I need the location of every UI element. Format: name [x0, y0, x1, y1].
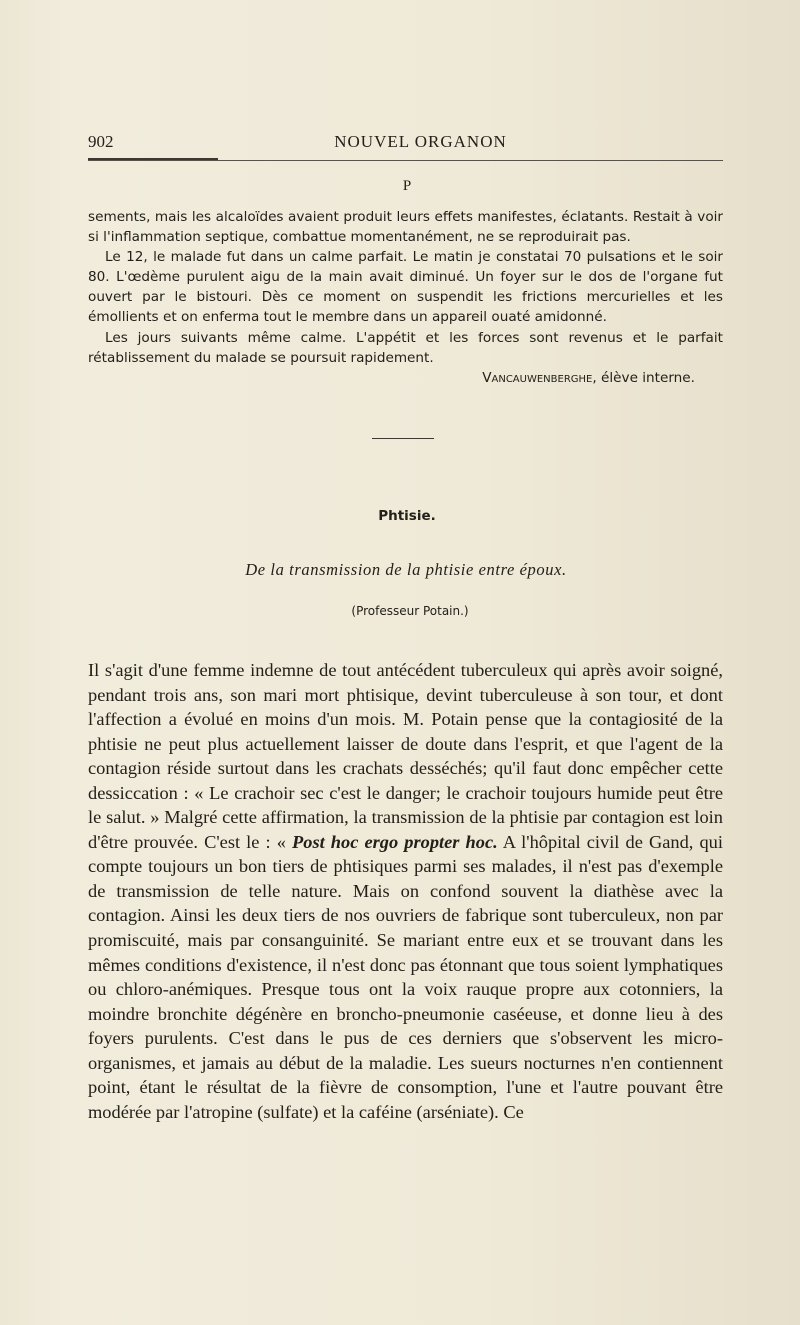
- paragraph: Le 12, le malade fut dans un calme parfait. Le matin je constatai 70 pulsations et le soir 80. L'œdème purulent aigu de la main avait diminué. Un foyer sur le dos de l'organe fut ouvert par le bistouri. Dès ce moment on suspendit les frictions mercurielles et les émollients et on enferma tout le membre dans un appareil ouaté amidonné.: [88, 249, 723, 326]
- article-author: (Professeur Potain.): [351, 604, 469, 618]
- header-rule: [88, 160, 723, 161]
- signature: [88, 368, 723, 388]
- running-head: NOUVEL ORGANON: [334, 132, 507, 151]
- page-header: [88, 132, 723, 158]
- previous-article-text: [88, 207, 723, 388]
- article-subtitle: De la transmission de la phtisie entre époux.: [245, 560, 567, 579]
- latin-phrase: Post hoc ergo propter hoc.: [292, 831, 498, 852]
- body-paragraph: [88, 658, 723, 1124]
- body-text-part: Il s'agit d'une femme indemne de tout antécédent tuberculeux qui après avoir soigné, pendant trois ans, son mari mort phtisique, devint tuberculeuse à son tour, et dont l'affection a évolué en moins d'un mois. M. Potain pense que la contagiosité de la phtisie ne peut plus actuellement laisser de doute dans l'esprit, et que l'agent de la contagion réside surtout dans les crachats desséchés; qu'il faut donc empêcher cette dessiccation : « Le crachoir sec c'est le danger; le crachoir toujours humide peut être le salut. » Malgré cette affirmation, la transmission de la phtisie par contagion est loin d'être prouvée. C'est le : «: [88, 660, 723, 852]
- section-letter: P: [402, 178, 412, 194]
- paragraph: sements, mais les alcaloïdes avaient produit leurs effets manifestes, éclatants. Restait à voir si l'inflammation septique, combattue momentanément, ne se reproduirait pas.: [88, 209, 723, 246]
- signature-name: Vancauwenberghe: [482, 369, 593, 386]
- signature-role: , élève interne.: [592, 369, 695, 386]
- article-title: Phtisie.: [378, 508, 436, 524]
- body-text-part: A l'hôpital civil de Gand, qui compte toujours un bon tiers de phtisiques parmi ses malades, il n'est pas d'exemple de transmission de telle nature. Mais on confond souvent la diathèse avec la contagion. Ainsi les deux tiers de nos ouvriers de fabrique sont tuberculeux, non par promiscuité, mais par consanguinité. Se mariant entre eux et se trouvant dans les mêmes conditions d'existence, il n'est donc pas étonnant que tous soient lymphatiques ou chloro-anémiques. Presque tous ont la voix rauque propre aux cotonniers, la moindre bronchite dégénère en broncho-pneumonie caséeuse, et donne lieu à des foyers purulents. C'est dans le pus de ces derniers que s'observent les micro-organismes, et jamais au début de la maladie. Les sueurs nocturnes n'en contiennent point, étant le résultat de la fièvre de consomption, l'une et l'autre pouvant être modérée par l'atropine (sulfate) et la caféine (arséniate). Ce: [88, 831, 723, 1122]
- page-number: 902: [88, 132, 114, 151]
- article-body: [88, 658, 723, 1124]
- paragraph: Les jours suivants même calme. L'appétit et les forces sont revenus et le parfait rétablissement du malade se poursuit rapidement.: [88, 329, 723, 366]
- section-divider: [372, 438, 434, 439]
